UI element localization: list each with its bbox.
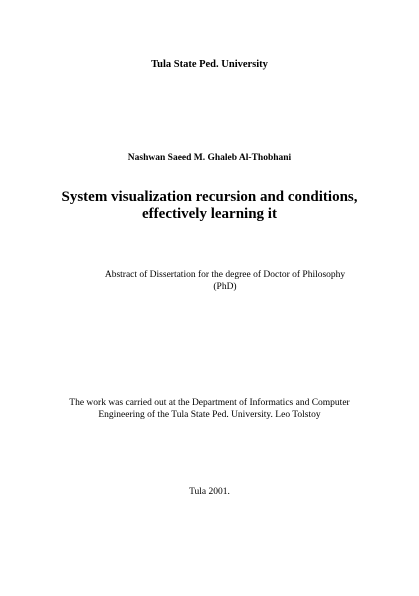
abstract-line-1: Abstract of Dissertation for the degree of Doctor of Philosophy: [104, 270, 346, 280]
place-and-date: Tula 2001.: [189, 487, 230, 497]
work-line-2: Engineering of the Tula State Ped. University. Leo Tolstoy: [98, 410, 321, 420]
university-name: Tula State Ped. University: [151, 59, 268, 70]
work-statement: [0, 397, 419, 421]
abstract-line-2: (PhD): [213, 282, 237, 292]
work-line-1: The work was carried out at the Department of Informatics and Computer: [69, 398, 350, 408]
abstract-note: [60, 269, 390, 293]
title-line-1: System visualization recursion and conditions,: [61, 189, 358, 205]
dissertation-title: [0, 189, 419, 223]
author-name: Nashwan Saeed M. Ghaleb Al-Thobhani: [127, 153, 292, 163]
title-line-2: effectively learning it: [142, 206, 277, 222]
